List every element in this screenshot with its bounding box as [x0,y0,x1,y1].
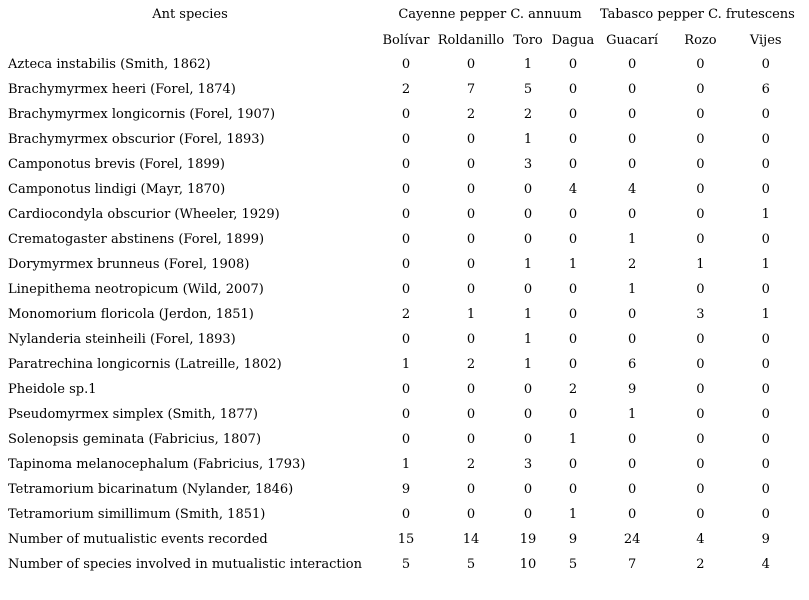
species-name-cell: Tapinoma melanocephalum (Fabricius, 1793) [8,457,306,472]
count-cell-roldanillo: 0 [466,157,476,172]
count-cell-dagua: 0 [568,232,578,247]
count-cell-roldanillo: 14 [462,532,480,547]
count-cell-bolivar: 0 [401,282,411,297]
count-cell-rozo: 0 [696,157,705,172]
count-cell-bolivar: 0 [401,232,411,247]
count-cell-dagua: 0 [568,132,578,147]
count-cell-dagua: 0 [568,482,578,497]
count-cell-toro: 1 [523,332,533,347]
count-cell-guacari: 6 [628,357,637,372]
count-cell-roldanillo: 0 [466,432,476,447]
table-row [0,277,795,302]
count-cell-roldanillo: 0 [466,207,476,222]
table-row [0,152,795,177]
count-cell-toro: 1 [523,357,533,372]
count-cell-vijes: 1 [761,307,770,322]
count-cell-dagua: 0 [568,357,578,372]
count-cell-roldanillo: 0 [466,282,476,297]
species-name-cell: Camponotus brevis (Forel, 1899) [8,157,226,172]
count-cell-guacari: 0 [628,132,637,147]
tabasco-group-header: Tabasco pepper C. frutescens [600,7,795,22]
species-name-cell: Brachymyrmex longicornis (Forel, 1907) [8,107,276,122]
species-name-cell: Paratrechina longicornis (Latreille, 1802) [8,357,282,372]
count-cell-bolivar: 0 [401,257,411,272]
count-cell-bolivar: 1 [401,457,411,472]
count-cell-bolivar: 0 [401,382,411,397]
count-cell-roldanillo: 7 [466,82,476,97]
species-name-cell: Brachymyrmex obscurior (Forel, 1893) [8,132,265,147]
count-cell-bolivar: 0 [401,507,411,522]
count-cell-guacari: 0 [628,457,637,472]
count-cell-roldanillo: 0 [466,382,476,397]
count-cell-bolivar: 0 [401,107,411,122]
count-cell-vijes: 0 [761,382,770,397]
count-cell-vijes: 0 [761,432,770,447]
count-cell-toro: 0 [523,407,533,422]
count-cell-toro: 0 [523,232,533,247]
count-cell-guacari: 7 [628,557,637,572]
site-header-dagua: Dagua [551,33,595,48]
count-cell-vijes: 0 [761,482,770,497]
species-column-header: Ant species [152,7,228,22]
count-cell-guacari: 2 [628,257,637,272]
count-cell-guacari: 1 [628,282,637,297]
count-cell-guacari: 24 [623,532,641,547]
count-cell-vijes: 0 [761,57,770,72]
table-row [0,52,795,77]
count-cell-rozo: 0 [696,132,705,147]
species-name-cell: Number of mutualistic events recorded [8,532,268,547]
count-cell-dagua: 0 [568,282,578,297]
count-cell-vijes: 0 [761,357,770,372]
count-cell-rozo: 0 [696,382,705,397]
count-cell-roldanillo: 2 [466,357,476,372]
table-row [0,552,795,577]
count-cell-dagua: 0 [568,407,578,422]
count-cell-toro: 10 [519,557,537,572]
count-cell-roldanillo: 0 [466,57,476,72]
count-cell-guacari: 0 [628,307,637,322]
count-cell-rozo: 0 [696,282,705,297]
species-name-cell: Brachymyrmex heeri (Forel, 1874) [8,82,236,97]
count-cell-guacari: 1 [628,232,637,247]
species-name-cell: Nylanderia steinheili (Forel, 1893) [8,332,236,347]
count-cell-rozo: 0 [696,57,705,72]
count-cell-vijes: 0 [761,457,770,472]
count-cell-toro: 1 [523,307,533,322]
count-cell-roldanillo: 0 [466,332,476,347]
table-row [0,452,795,477]
count-cell-bolivar: 1 [401,357,411,372]
count-cell-roldanillo: 5 [466,557,476,572]
count-cell-vijes: 0 [761,507,770,522]
species-name-cell: Pseudomyrmex simplex (Smith, 1877) [8,407,258,422]
count-cell-rozo: 0 [696,482,705,497]
count-cell-dagua: 4 [568,182,578,197]
count-cell-bolivar: 0 [401,332,411,347]
count-cell-guacari: 1 [628,407,637,422]
site-header-roldanillo: Roldanillo [437,33,505,48]
count-cell-bolivar: 5 [401,557,411,572]
count-cell-vijes: 6 [761,82,770,97]
count-cell-rozo: 1 [696,257,705,272]
count-cell-toro: 1 [523,57,533,72]
count-cell-rozo: 0 [696,107,705,122]
table-row [0,427,795,452]
table-body [0,52,795,577]
table-row [0,102,795,127]
table-row [0,177,795,202]
count-cell-rozo: 0 [696,507,705,522]
count-cell-vijes: 0 [761,107,770,122]
count-cell-rozo: 3 [696,307,705,322]
count-cell-vijes: 0 [761,232,770,247]
count-cell-vijes: 9 [761,532,770,547]
species-name-cell: Tetramorium simillimum (Smith, 1851) [8,507,266,522]
table-row [0,477,795,502]
cayenne-group-header: Cayenne pepper C. annuum [398,7,582,22]
count-cell-roldanillo: 2 [466,107,476,122]
count-cell-guacari: 0 [628,57,637,72]
table-row [0,302,795,327]
count-cell-toro: 19 [519,532,537,547]
count-cell-rozo: 4 [696,532,705,547]
count-cell-rozo: 0 [696,82,705,97]
count-cell-vijes: 1 [761,257,770,272]
count-cell-rozo: 0 [696,357,705,372]
count-cell-roldanillo: 0 [466,257,476,272]
count-cell-toro: 1 [523,132,533,147]
count-cell-dagua: 2 [568,382,578,397]
site-header-row [0,30,795,52]
count-cell-dagua: 1 [568,507,578,522]
table-row [0,377,795,402]
count-cell-roldanillo: 0 [466,482,476,497]
species-name-cell: Azteca instabilis (Smith, 1862) [8,57,211,72]
count-cell-toro: 0 [523,432,533,447]
count-cell-roldanillo: 0 [466,182,476,197]
site-header-vijes: Vijes [749,33,782,48]
count-cell-dagua: 0 [568,207,578,222]
count-cell-bolivar: 0 [401,182,411,197]
table-row [0,77,795,102]
count-cell-roldanillo: 0 [466,507,476,522]
count-cell-guacari: 9 [628,382,637,397]
count-cell-guacari: 0 [628,107,637,122]
site-header-bolivar: Bolívar [382,33,430,48]
count-cell-toro: 3 [523,157,533,172]
count-cell-toro: 0 [523,182,533,197]
count-cell-rozo: 2 [696,557,705,572]
group-header-row [0,0,795,30]
count-cell-dagua: 0 [568,332,578,347]
count-cell-bolivar: 0 [401,57,411,72]
count-cell-guacari: 4 [628,182,637,197]
count-cell-dagua: 0 [568,57,578,72]
species-name-cell: Pheidole sp.1 [8,382,97,397]
count-cell-vijes: 0 [761,332,770,347]
table-row [0,127,795,152]
count-cell-dagua: 1 [568,432,578,447]
count-cell-dagua: 1 [568,257,578,272]
count-cell-bolivar: 2 [401,82,411,97]
count-cell-toro: 0 [523,207,533,222]
count-cell-guacari: 0 [628,432,637,447]
count-cell-vijes: 0 [761,157,770,172]
species-name-cell: Camponotus lindigi (Mayr, 1870) [8,182,226,197]
table-row [0,202,795,227]
species-name-cell: Monomorium floricola (Jerdon, 1851) [8,307,254,322]
count-cell-dagua: 0 [568,157,578,172]
table-row [0,502,795,527]
count-cell-roldanillo: 0 [466,132,476,147]
count-cell-bolivar: 9 [401,482,411,497]
count-cell-bolivar: 0 [401,432,411,447]
count-cell-roldanillo: 1 [466,307,476,322]
count-cell-guacari: 0 [628,157,637,172]
count-cell-rozo: 0 [696,207,705,222]
count-cell-bolivar: 0 [401,207,411,222]
count-cell-roldanillo: 0 [466,407,476,422]
count-cell-vijes: 0 [761,132,770,147]
species-name-cell: Number of species involved in mutualistic interaction [8,557,362,572]
count-cell-rozo: 0 [696,457,705,472]
table-row [0,327,795,352]
count-cell-toro: 3 [523,457,533,472]
count-cell-vijes: 0 [761,282,770,297]
count-cell-toro: 0 [523,382,533,397]
count-cell-toro: 5 [523,82,533,97]
site-header-guacari: Guacarí [606,33,659,48]
count-cell-dagua: 0 [568,307,578,322]
count-cell-toro: 2 [523,107,533,122]
table-row [0,402,795,427]
count-cell-vijes: 1 [761,207,770,222]
count-cell-vijes: 0 [761,407,770,422]
count-cell-toro: 1 [523,257,533,272]
count-cell-bolivar: 0 [401,157,411,172]
count-cell-rozo: 0 [696,332,705,347]
table-row [0,227,795,252]
count-cell-guacari: 0 [628,207,637,222]
species-name-cell: Linepithema neotropicum (Wild, 2007) [8,282,264,297]
count-cell-rozo: 0 [696,182,705,197]
count-cell-bolivar: 2 [401,307,411,322]
count-cell-roldanillo: 2 [466,457,476,472]
count-cell-toro: 0 [523,282,533,297]
count-cell-guacari: 0 [628,482,637,497]
count-cell-rozo: 0 [696,432,705,447]
count-cell-bolivar: 0 [401,407,411,422]
table-row [0,352,795,377]
count-cell-bolivar: 15 [397,532,415,547]
count-cell-vijes: 0 [761,182,770,197]
species-name-cell: Solenopsis geminata (Fabricius, 1807) [8,432,262,447]
count-cell-roldanillo: 0 [466,232,476,247]
count-cell-rozo: 0 [696,232,705,247]
count-cell-vijes: 4 [761,557,770,572]
table-row [0,252,795,277]
count-cell-dagua: 0 [568,107,578,122]
count-cell-dagua: 0 [568,457,578,472]
count-cell-toro: 0 [523,507,533,522]
site-header-rozo: Rozo [684,33,717,48]
count-cell-rozo: 0 [696,407,705,422]
count-cell-guacari: 0 [628,507,637,522]
count-cell-dagua: 5 [568,557,578,572]
species-name-cell: Cardiocondyla obscurior (Wheeler, 1929) [8,207,280,222]
count-cell-guacari: 0 [628,82,637,97]
count-cell-dagua: 0 [568,82,578,97]
site-header-toro: Toro [513,33,543,48]
count-cell-bolivar: 0 [401,132,411,147]
species-name-cell: Crematogaster abstinens (Forel, 1899) [8,232,265,247]
table-row [0,527,795,552]
count-cell-dagua: 9 [568,532,578,547]
count-cell-toro: 0 [523,482,533,497]
species-header-spacer [0,30,380,52]
species-name-cell: Dorymyrmex brunneus (Forel, 1908) [8,257,250,272]
species-name-cell: Tetramorium bicarinatum (Nylander, 1846) [8,482,294,497]
count-cell-guacari: 0 [628,332,637,347]
